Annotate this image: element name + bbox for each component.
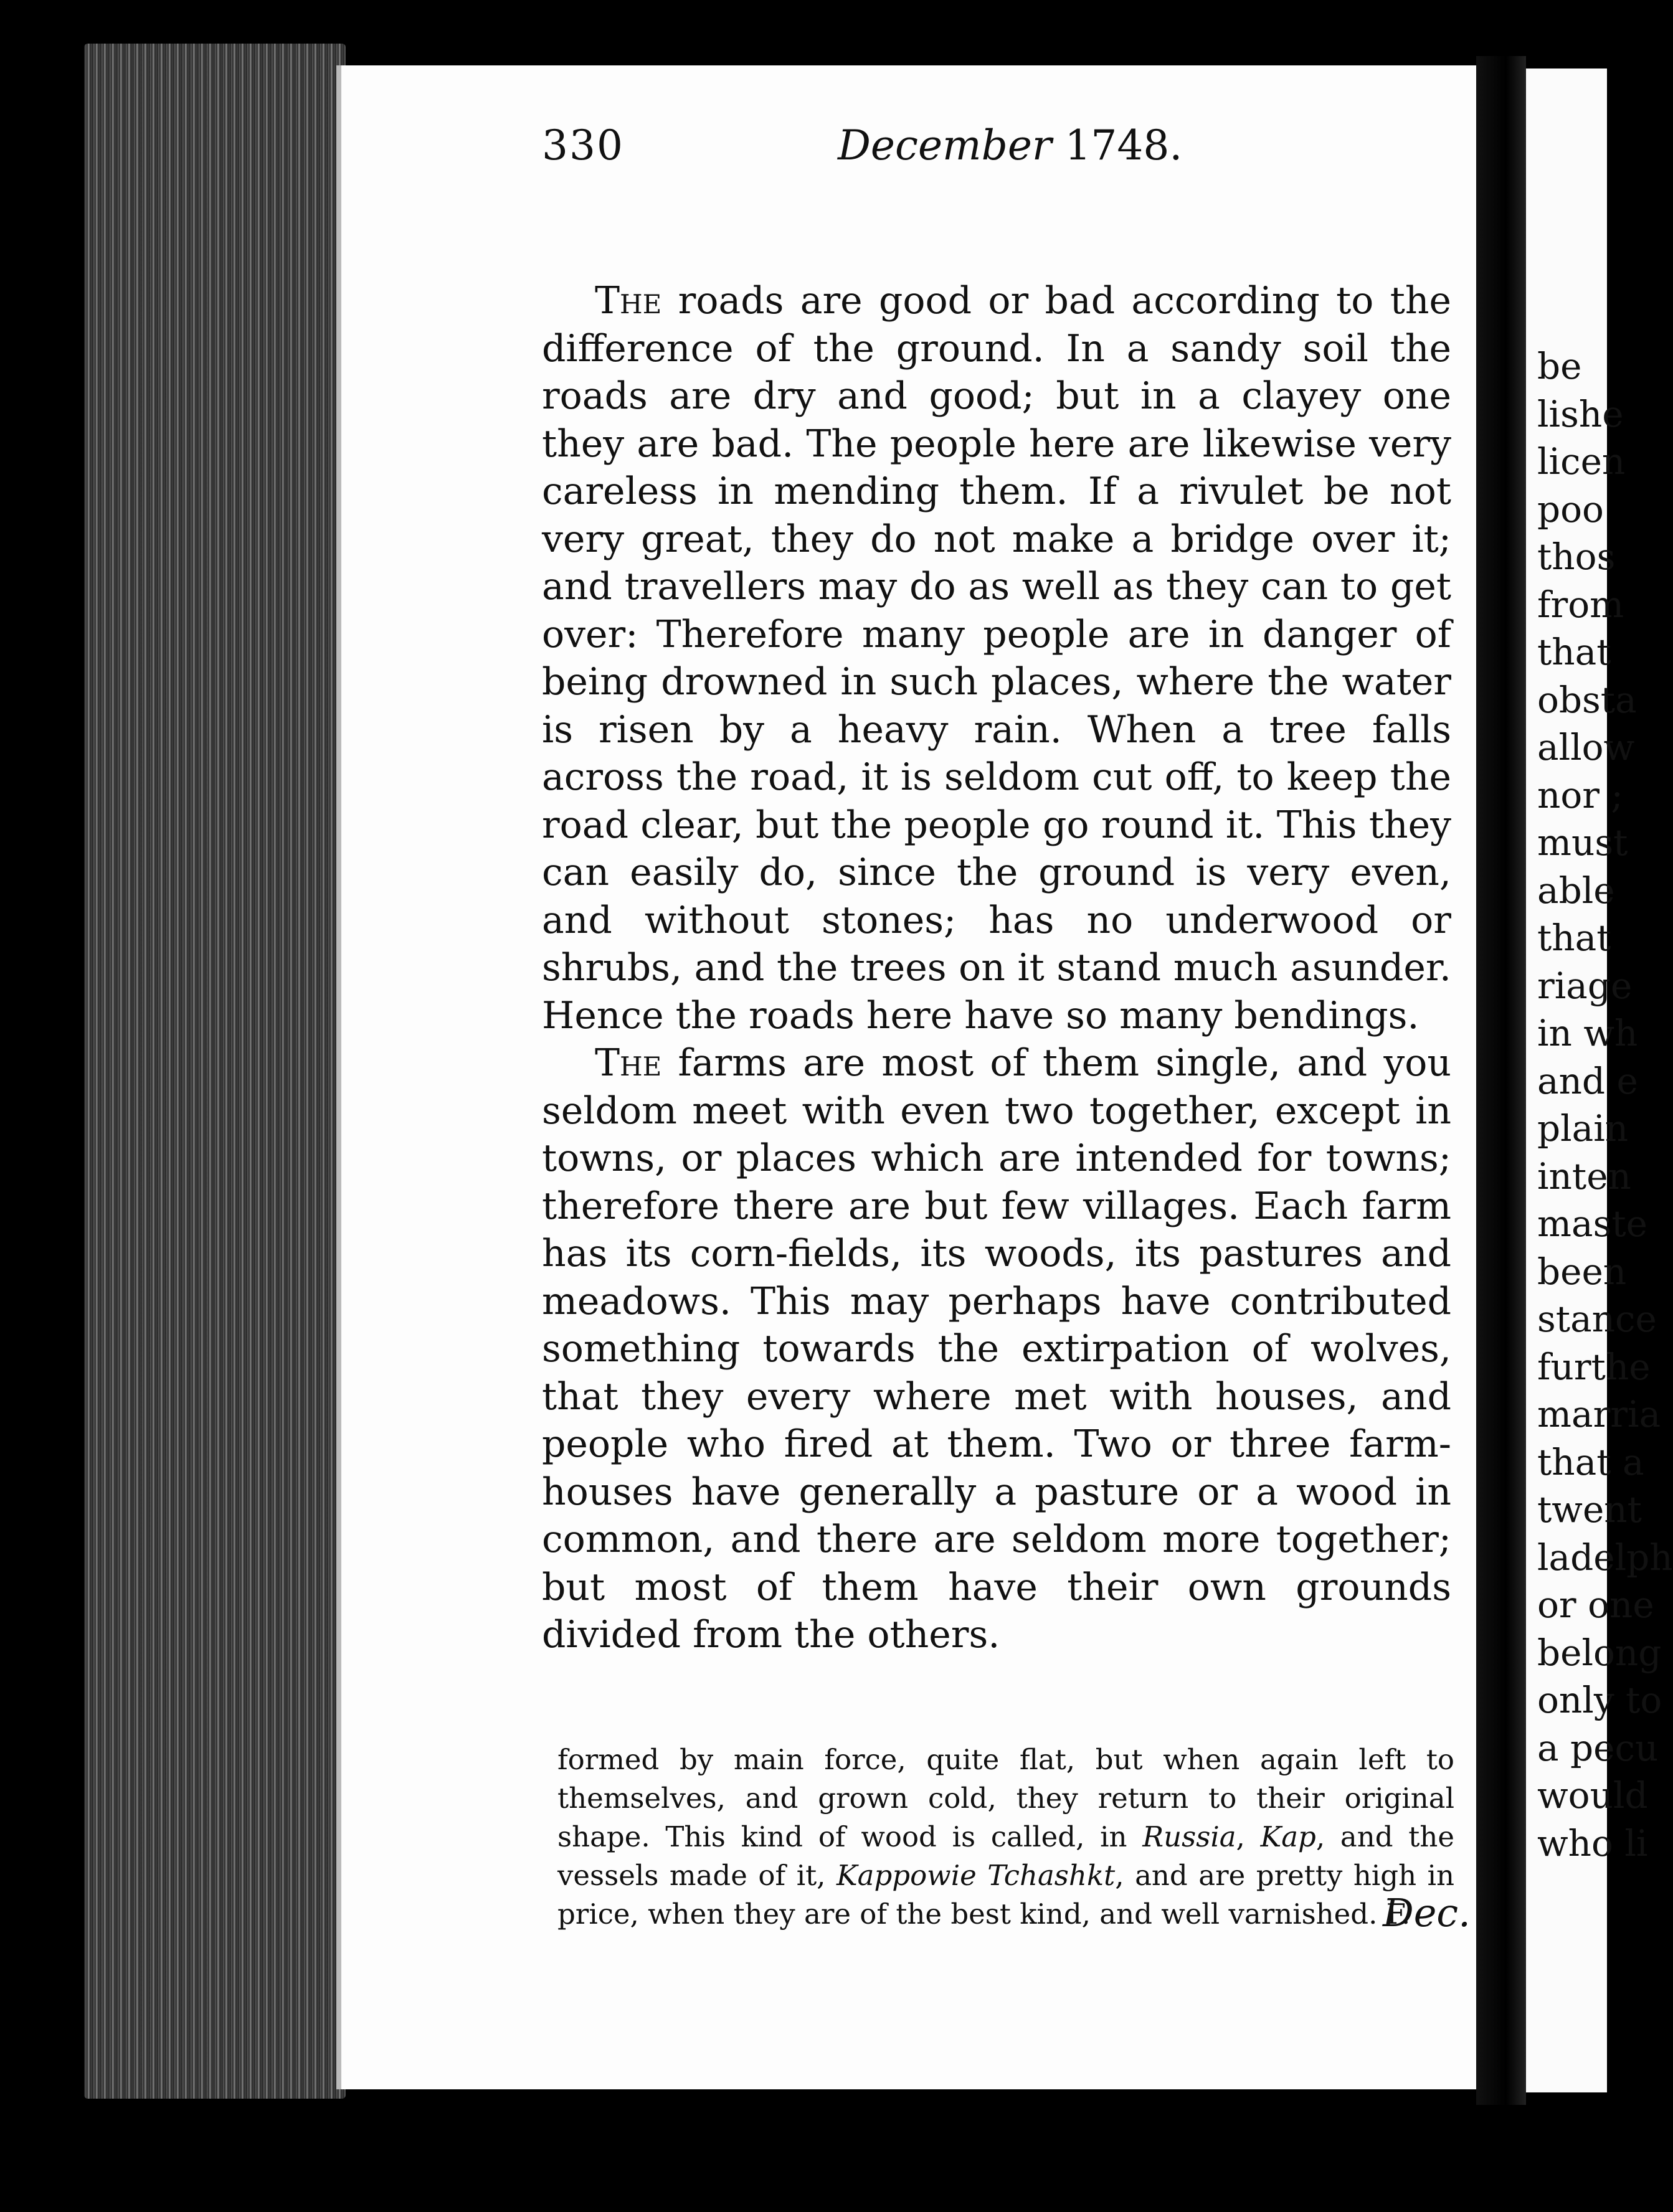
next-page-fragment: only to: [1537, 1679, 1662, 1721]
catchword: Dec.: [1383, 1890, 1471, 1936]
paragraph-lead: The: [595, 279, 662, 323]
next-page-fragment: that: [1537, 631, 1611, 673]
next-page-fragment: belong: [1537, 1631, 1662, 1674]
next-page-fragment: a pecu: [1537, 1726, 1659, 1769]
next-page-fragment: that: [1537, 917, 1611, 959]
running-head-month: December: [838, 121, 1052, 169]
next-page-fragment: been: [1537, 1250, 1627, 1293]
next-page-fragment: plain: [1537, 1107, 1629, 1150]
next-page-fragment: stance: [1537, 1298, 1657, 1340]
next-page-fragment: thos: [1537, 536, 1616, 578]
next-page-fragment: poo: [1537, 488, 1604, 531]
page-edges: [84, 44, 346, 2099]
footnote-text: formed by main force, quite flat, but when again left to themselves, and grown cold, they return to their original shape. This kind of wood is called, in: [557, 1743, 1454, 1853]
page-number: 330: [542, 121, 624, 169]
next-page-fragment: marria: [1537, 1393, 1661, 1435]
next-page-fragment: from: [1537, 583, 1624, 626]
paragraph-lead: The: [595, 1041, 662, 1085]
next-page-fragment: in wh: [1537, 1012, 1638, 1054]
next-page-fragment: would: [1537, 1774, 1648, 1817]
next-page-fragment: inten: [1537, 1155, 1631, 1198]
footnote-italic: Kappowie Tchashkt: [836, 1859, 1116, 1892]
next-page-fragment: who li: [1537, 1822, 1648, 1865]
next-page-fragment: or one: [1537, 1584, 1654, 1626]
footnote-text: , and are pretty high in price, when they are of the best kind, and well varnished. F.: [557, 1859, 1454, 1931]
paragraph-roads: [542, 277, 1451, 1039]
next-page-fragment: twent: [1537, 1488, 1642, 1531]
next-page-fragment: be: [1537, 345, 1582, 387]
paragraph-text: roads are good or bad according to the difference of the ground. In a sandy soil the roads are dry and good; but in a clayey one they are bad. The people here are likewise very careless in mending them. If a rivulet be not very great, they do not make a bridge over it; and travellers may do as well as they can to get over: Therefore many people are in danger of being drowned in such places, where the water is risen by a heavy rain. When a tree falls across the road, it is seldom cut off, to keep the road clear, but the people go round it. This they can easily do, since the ground is very even, and without stones; has no underwood or shrubs, and the trees on it stand much asunder. Hence the roads here have so many bendings.: [542, 279, 1451, 1037]
next-page-fragment: must: [1537, 821, 1628, 864]
book-gutter: [1476, 56, 1526, 2105]
body-text: [542, 277, 1451, 1659]
footnote-italic: Russia: [1142, 1820, 1236, 1853]
footnote-text: ,: [1236, 1820, 1261, 1853]
next-page-fragment: allow: [1537, 726, 1635, 768]
next-page-fragment: nor ;: [1537, 773, 1623, 816]
footnote-text: , and the vessels made of it,: [557, 1820, 1454, 1892]
paragraph-farms: [542, 1039, 1451, 1659]
next-page-fragment: ladelph: [1537, 1536, 1673, 1579]
next-page-edge: [1526, 69, 1673, 2092]
next-page-fragment: maste: [1537, 1203, 1647, 1245]
next-page-fragment: obsta: [1537, 678, 1637, 721]
next-page-fragment: and e: [1537, 1059, 1638, 1102]
paragraph-text: farms are most of them single, and you seldom meet with even two together, except in towns, or places which are intended for towns; therefore there are but few villages. Each farm has its corn-fields, its woods, its pastures and meadows. This may perhaps have contributed something towards the extirpation of wolves, that they every where met with houses, and people who fired at them. Two or three farm-houses have generally a pasture or a wood in common, and there are seldom more together; but most of them have their own grounds divided from the others.: [542, 1041, 1451, 1657]
page-header: [542, 121, 1607, 184]
next-page-fragment: furthe: [1537, 1345, 1651, 1388]
footnote-italic: Kap: [1260, 1820, 1316, 1853]
next-page-fragment: riage: [1537, 964, 1633, 1007]
next-page-fragment: that a: [1537, 1440, 1644, 1483]
footnote: [557, 1741, 1454, 1934]
next-page-fragments: [1526, 69, 1673, 1867]
running-head: [838, 121, 1182, 169]
running-head-year: 1748.: [1064, 121, 1183, 169]
next-page-fragment: licen: [1537, 440, 1626, 483]
next-page-fragment: able: [1537, 869, 1615, 912]
next-page-fragment: lishe: [1537, 392, 1624, 435]
